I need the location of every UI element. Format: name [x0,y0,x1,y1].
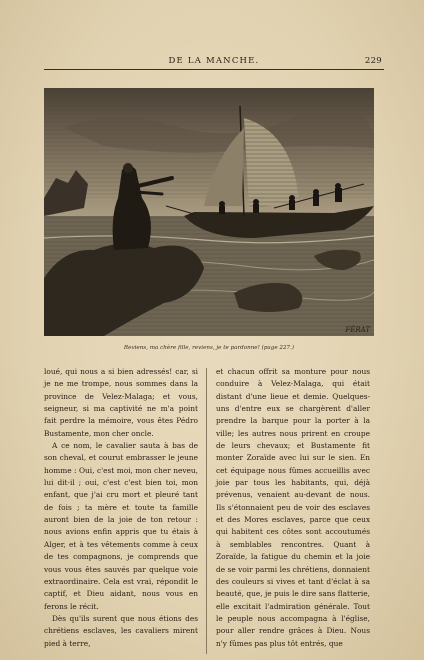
page-number: 229 [364,56,382,66]
left-text-column [44,366,198,650]
running-title: DE LA MANCHE. [168,56,260,66]
header-rule [44,69,384,70]
running-header [46,56,382,68]
column-divider [206,368,207,654]
paragraph: Dès qu'ils surent que nous étions des chrétiens esclaves, les cavaliers mirent pied à terre, [44,613,198,648]
engraving-illustration [44,88,374,336]
illustration-caption: Reviens, ma chère fille, reviens, je te pardonne! (page 227.) [123,345,295,351]
artist-signature: FÉRAT [345,326,370,334]
paragraph: A ce nom, le cavalier sauta à bas de son cheval, et courut embrasser le jeune homme : Oui, c'est moi, mon cher neveu, lui dit-il ; oui, c'est c'est bien toi, mon enfant, que j'ai cru mort et pleuré tant de fois ; ta mère et toute ta famille auront bien de la joie de ton retour : nous avions enfin appris que tu étais à Alger, et à tes vêtements comme à ceux de tes compagnons, je comprends que vous vous êtes sauvés par quelque voie extraordinaire. Cela est vrai, répondit le captif, et Dieu aidant, nous vous en ferons le récit. [44,441,198,611]
right-text-column [216,366,370,650]
paragraph: loué, qui nous a si bien adressés! car, si je ne me trompe, nous sommes dans la province de Velez-Malaga; et vous, seigneur, si ma captivité ne m'a point fait perdre la mémoire, vous êtes Pédro Bustamente, mon cher oncle. [44,367,198,438]
paragraph: et chacun offrit sa monture pour nous conduire à Velez-Malaga, qui était distant d'une lieue et demie. Quelques-uns d'entre eux se chargèrent d'aller prendre la barque pour la porter à la ville; les autres nous prirent en croupe de leurs chevaux; et Bustamente fit monter Zoraïde avec lui sur le sien. En cet équipage nous fûmes accueillis avec joie par tous les habitants, qui, déjà prévenus, venaient au-devant de nous. Ils s'étonnaient peu de voir des esclaves et des Mores esclaves, parce que ceux qui habitent ces côtes sont accoutumés à semblables rencontres. Quant à Zoraïde, la fatigue du chemin et la joie de se voir parmi les chrétiens, donnaient des couleurs si vives et tant d'éclat à sa beauté, que, je puis le dire sans flatterie, elle excitait l'admiration générale. Tout le peuple nous accompagna à l'église, pour aller rendre grâces à Dieu. Nous n'y fûmes pas plus tôt entrés, que [216,367,370,648]
